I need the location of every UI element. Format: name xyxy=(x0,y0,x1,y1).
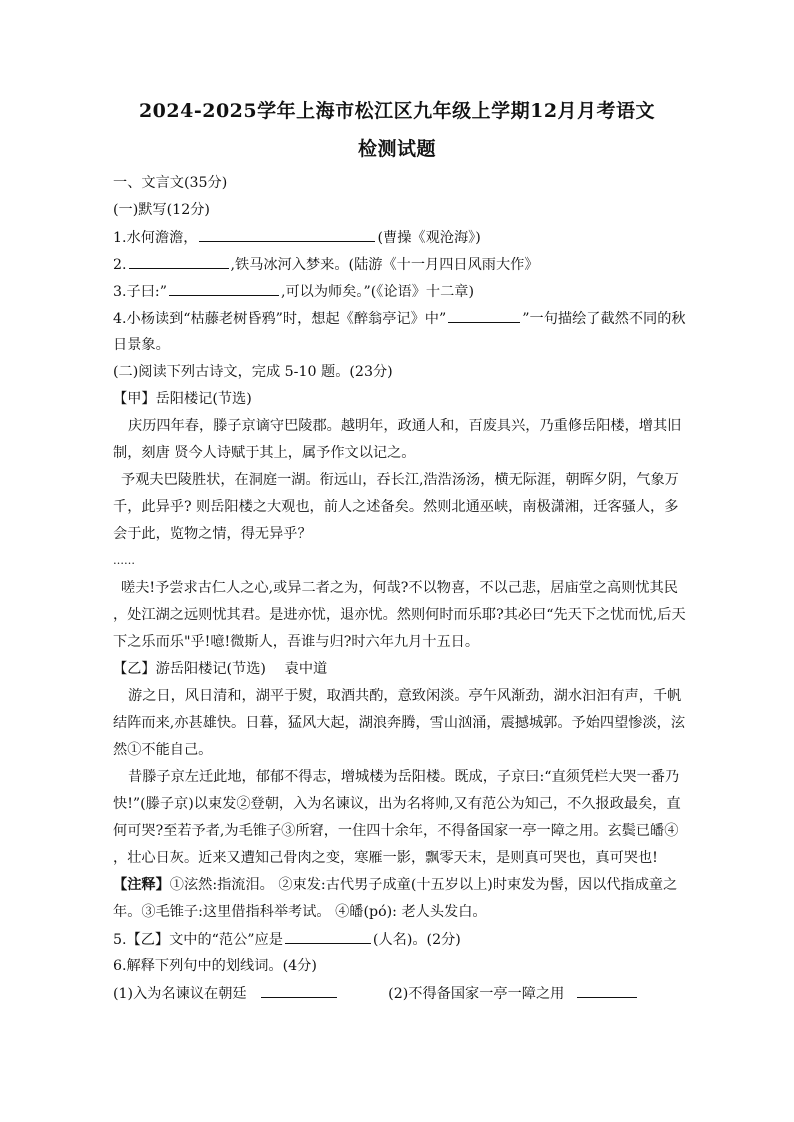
passage-line: 制，刻唐 贤今人诗赋于其上，属予作文以记之。 xyxy=(113,445,416,461)
question-5 xyxy=(113,929,688,950)
passage-line: ，处江湖之远则忧其君。是进亦忧，退亦忧。然则何时而乐耶?其必曰“先天下之忧而忧,后天 xyxy=(113,607,686,623)
passage-line: 千，此异乎? 则岳阳楼之大观也，前人之述备矣。然则北通巫峡，南极潇湘，迁客骚人，多 xyxy=(113,499,679,515)
question-text: 4.小杨读到“枯藤老树昏鸦”时，想起《醉翁亭记》中” xyxy=(113,311,447,327)
question-text: 1.水何澹澹， xyxy=(113,230,198,246)
answer-blank[interactable] xyxy=(199,227,375,242)
question-1 xyxy=(113,227,688,248)
answer-blank[interactable] xyxy=(577,983,637,998)
subsection-heading: (二)阅读下列古诗文，完成 5-10 题。(23分) xyxy=(113,364,393,380)
question-6-items xyxy=(113,983,688,1004)
passage-line: 游之日，风日清和，湖平于熨，取酒共酌，意致闲淡。亭午风渐劲，湖水汩汩有声，千帆 xyxy=(128,688,682,704)
answer-blank[interactable] xyxy=(448,308,520,323)
question-6-item-2: (2)不得备国家一亭一障之用 xyxy=(388,986,565,1002)
answer-blank[interactable] xyxy=(129,254,229,269)
question-3 xyxy=(113,281,688,302)
answer-blank[interactable] xyxy=(285,929,371,944)
question-4-continued: 日景象。 xyxy=(113,337,170,353)
passage-line: 会于此，览物之情，得无异乎？ xyxy=(113,526,312,542)
passage-line: 快!”(滕子京)以束发②登朝，入为名谏议，出为名将帅,又有范公为知己，不久报政最矣，直 xyxy=(113,796,681,812)
passage-line: 予观夫巴陵胜状，在洞庭一湖。衔远山，吞长江,浩浩汤汤，横无际涯，朝晖夕阴，气象万 xyxy=(121,472,679,488)
passage-line: 何可哭?至若予者,为毛锥子③所窘，一住四十余年，不得备国家一亭一障之用。玄鬓已皤④ xyxy=(113,823,679,839)
subsection-heading: (一)默写(12分) xyxy=(113,202,210,218)
passage-line: 结阵而来,亦甚雄快。日暮，猛风大起，湖浪奔腾，雪山汹涌，震撼城郭。予始四望惨淡，泫 xyxy=(113,715,686,731)
question-source: ,铁马冰河入梦来。(陆游《十一月四日风雨大作》 xyxy=(230,257,539,273)
question-6-item-1: (1)入为名谏议在朝廷 xyxy=(113,986,247,1002)
passage-title-yi: 【乙】游岳阳楼记(节选) 袁中道 xyxy=(113,661,328,677)
answer-blank[interactable] xyxy=(169,281,279,296)
question-text: 2. xyxy=(113,257,127,273)
passage-line: 下之乐而乐"乎!噫!微斯人，吾谁与归?时六年九月十五日。 xyxy=(113,634,480,650)
passage-line: 庆历四年春，滕子京谪守巴陵郡。越明年，政通人和，百废具兴，乃重修岳阳楼，增其旧 xyxy=(128,418,682,434)
answer-blank[interactable] xyxy=(261,983,337,998)
passage-title-jia: 【甲】岳阳楼记(节选) xyxy=(113,391,252,407)
question-2 xyxy=(113,254,688,275)
question-text: 3.子曰:” xyxy=(113,284,167,300)
question-text: (人名)。(2分) xyxy=(372,932,461,948)
question-text: ”一句描绘了截然不同的秋 xyxy=(522,311,686,327)
annotation xyxy=(113,875,688,895)
question-source: (曹操《观沧海》) xyxy=(377,230,481,246)
question-text: 5.【乙】文中的“范公”应是 xyxy=(113,932,283,948)
annotation-label: 【注释】 xyxy=(113,877,170,893)
question-6: 6.解释下列句中的划线词。(4分) xyxy=(113,958,317,974)
annotation-continued: 年。③毛锥子:这里借指科举考试。 ④皤(pó): 老人头发白。 xyxy=(113,904,487,920)
annotation-text: ①泫然:指流泪。 ②束发:古代男子成童(十五岁以上)时束发为髻，因以代指成童之 xyxy=(169,877,678,893)
passage-line: 昔滕子京左迁此地，郁郁不得志，增城楼为岳阳楼。既成，子京曰:“直须凭栏大哭一番乃 xyxy=(128,769,680,785)
page-title: 2024-2025学年上海市松江区九年级上学期12月月考语文 xyxy=(138,100,656,122)
question-4 xyxy=(113,308,688,329)
passage-line: 然①不能自己。 xyxy=(113,742,213,758)
section-heading: 一、文言文(35分) xyxy=(113,175,228,191)
question-source: ,可以为师矣。”(《论语》十二章) xyxy=(280,284,475,300)
passage-line: ，壮心日灰。近来又遭知己骨肉之变，寒雁一影，飘零天末，是则真可哭也，真可哭也! xyxy=(113,850,658,866)
passage-line: 嗟夫!予尝求古仁人之心,或异二者之为，何哉?不以物喜，不以己悲，居庙堂之高则忧其民 xyxy=(121,580,678,596)
ellipsis: …… xyxy=(113,554,135,567)
page-subtitle: 检测试题 xyxy=(357,138,436,160)
